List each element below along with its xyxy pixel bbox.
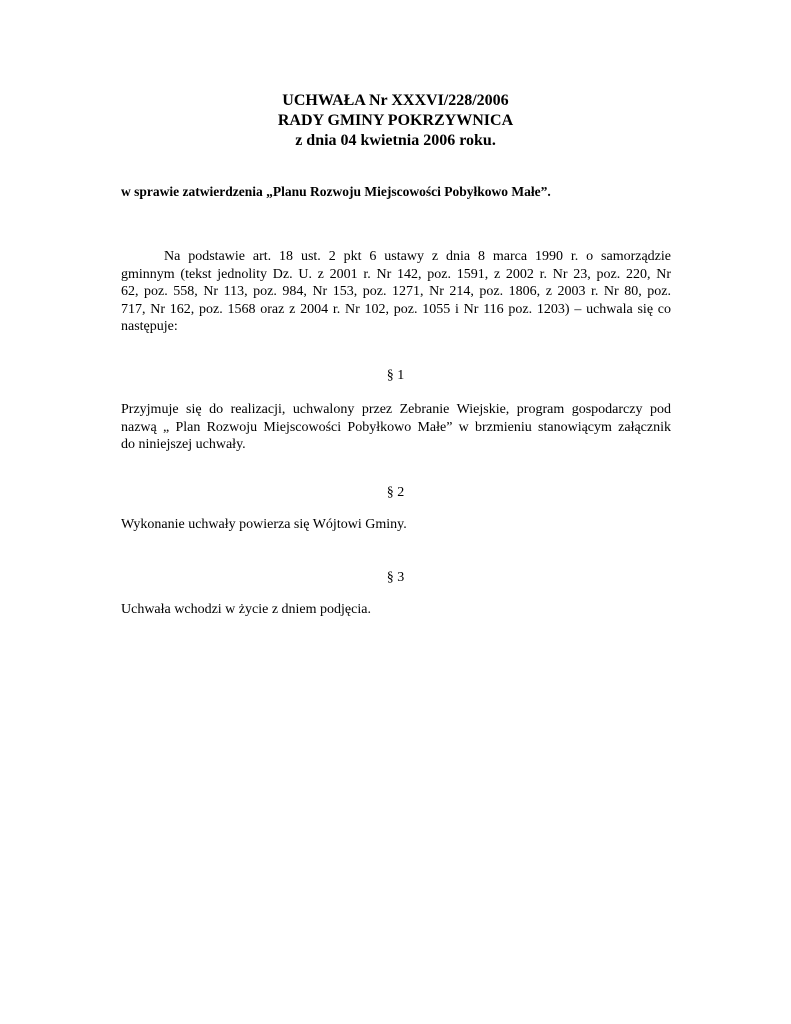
legal-basis-line: 717, Nr 162, poz. 1568 oraz z 2004 r. Nr 102, poz. 1055 i Nr 116 poz. 1203) – uchwala się co: [121, 301, 671, 317]
section-1-line: Przyjmuje się do realizacji, uchwalony przez Zebranie Wiejskie, program gospodarczy pod: [121, 402, 671, 417]
legal-basis-line: Na podstawie art. 18 ust. 2 pkt 6 ustawy z dnia 8 marca 1990 r. o samorządzie: [164, 249, 671, 264]
legal-basis-line: 62, poz. 558, Nr 113, poz. 984, Nr 153, poz. 1271, Nr 214, poz. 1806, z 2003 r. Nr 80, poz.: [121, 284, 671, 299]
legal-basis-line: następuje:: [121, 319, 178, 334]
section-2-text: [121, 516, 671, 534]
section-marker-3: § 3: [386, 570, 405, 585]
section-3-line: Uchwała wchodzi w życie z dniem podjęcia.: [121, 602, 371, 617]
council-name: RADY GMINY POKRZYWNICA: [277, 112, 514, 129]
resolution-subject: w sprawie zatwierdzenia „Planu Rozwoju Miejscowości Pobyłkowo Małe”.: [121, 184, 551, 199]
legal-basis-line: gminnym (tekst jednolity Dz. U. z 2001 r. Nr 142, poz. 1591, z 2002 r. Nr 23, poz. 220, Nr: [121, 266, 671, 282]
section-1-line: do niniejszej uchwały.: [121, 437, 246, 452]
legal-basis-paragraph: [121, 248, 671, 336]
resolution-date: z dnia 04 kwietnia 2006 roku.: [295, 132, 496, 149]
section-3-text: [121, 601, 671, 619]
section-marker-2: § 2: [386, 485, 405, 500]
section-2-line: Wykonanie uchwały powierza się Wójtowi Gminy.: [121, 517, 407, 532]
resolution-title: UCHWAŁA Nr XXXVI/228/2006: [282, 92, 509, 109]
section-marker-1: § 1: [386, 368, 405, 383]
section-1-text: [121, 401, 671, 454]
section-1-line: nazwą „ Plan Rozwoju Miejscowości Pobyłkowo Małe” w brzmieniu stanowiącym załącznik: [121, 419, 671, 435]
